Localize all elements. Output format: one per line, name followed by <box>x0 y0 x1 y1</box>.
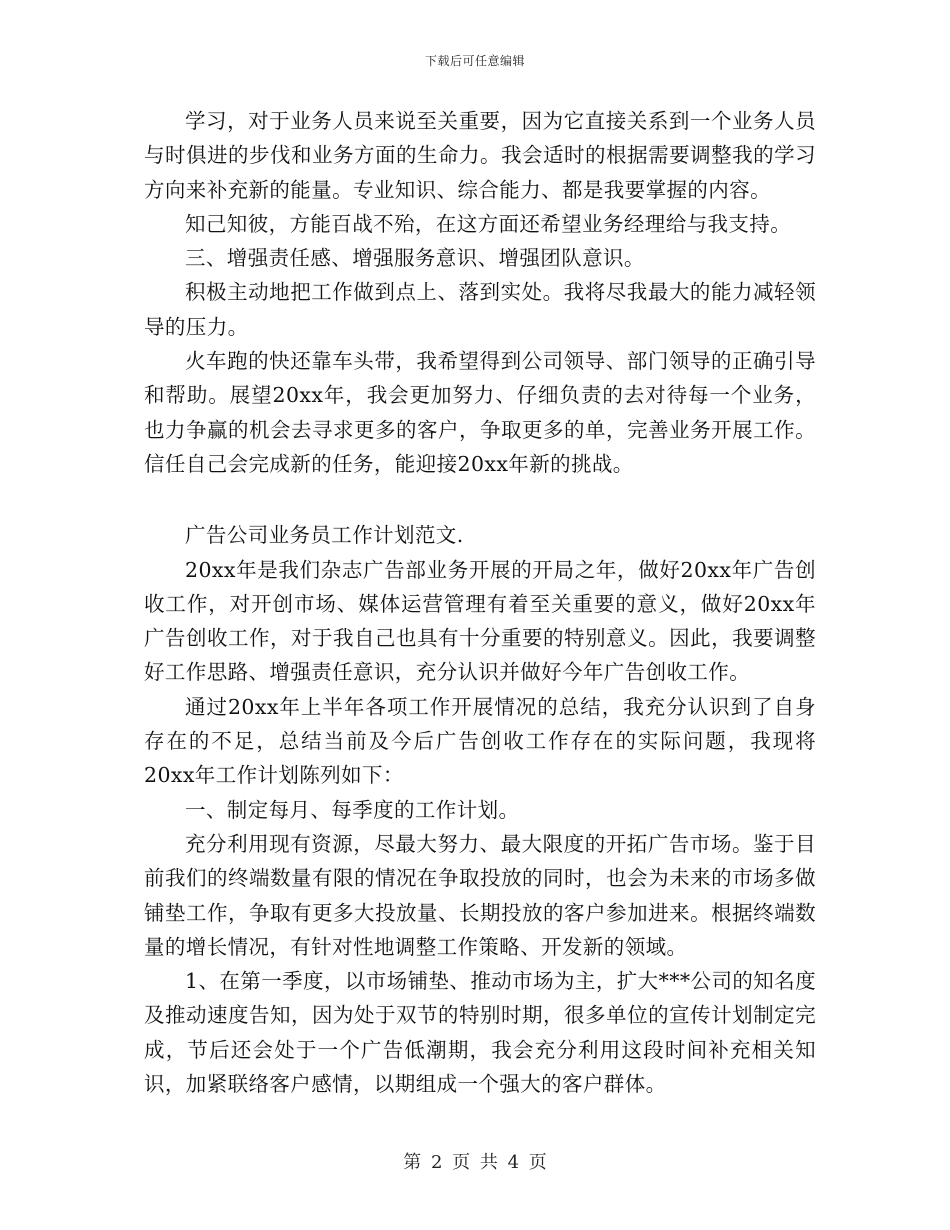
paragraph: 通过20xx年上半年各项工作开展情况的总结，我充分认识到了自身存在的不足，总结当前及今后广告创收工作存在的实际问题，我现将20xx年工作计划陈列如下： <box>144 694 816 788</box>
paragraph: 知己知彼，方能百战不殆，在这方面还希望业务经理给与我支持。 <box>185 211 792 236</box>
paragraph: 充分利用现有资源，尽最大努力、最大限度的开拓广告市场。鉴于目前我们的终端数量有限的情况在争取投放的同时，也会为未来的市场多做铺垫工作，争取有更多大投放量、长期投放的客户参加进来。根据终端数量的增长情况，有针对性地调整工作策略、开发新的领域。 <box>144 831 816 959</box>
document-body <box>144 104 816 1101</box>
paragraph: 积极主动地把工作做到点上、落到实处。我将尽我最大的能力减轻领导的压力。 <box>144 280 816 339</box>
article-title: 广告公司业务员工作计划范文. <box>185 523 464 548</box>
paragraph: 学习，对于业务人员来说至关重要，因为它直接关系到一个业务人员与时俱进的步伐和业务方面的生命力。我会适时的根据需要调整我的学习方向来补充新的能量。专业知识、综合能力、都是我要掌握的内容。 <box>144 109 816 202</box>
page-header: 下载后可任意编辑 <box>424 54 525 68</box>
paragraph: 1、在第一季度，以市场铺垫、推动市场为主，扩大***公司的知名度及推动速度告知，因为处于双节的特别时期，很多单位的宣传计划制定完成，节后还会处于一个广告低潮期，我会充分利用这段时间补充相关知识，加紧联络客户感情，以期组成一个强大的客户群体。 <box>144 969 816 1097</box>
paragraph: 火车跑的快还靠车头带，我希望得到公司领导、部门领导的正确引导和帮助。展望20xx年，我会更加努力、仔细负责的去对待每一个业务，也力争赢的机会去寻求更多的客户，争取更多的单，完善业务开展工作。信任自己会完成新的任务，能迎接20xx年新的挑战。 <box>144 349 816 476</box>
section-heading: 三、增强责任感、增强服务意识、增强团队意识。 <box>185 246 645 271</box>
section-spacer <box>144 481 816 518</box>
section-heading: 一、制定每月、每季度的工作计划。 <box>185 797 520 822</box>
page-number: 第 2 页 共 4 页 <box>403 1152 547 1173</box>
paragraph: 20xx年是我们杂志广告部业务开展的开局之年，做好20xx年广告创收工作，对开创市场、媒体运营管理有着至关重要的意义，做好20xx年广告创收工作，对于我自己也具有十分重要的特别意义。因此，我要调整好工作思路、增强责任意识，充分认识并做好今年广告创收工作。 <box>144 557 816 685</box>
